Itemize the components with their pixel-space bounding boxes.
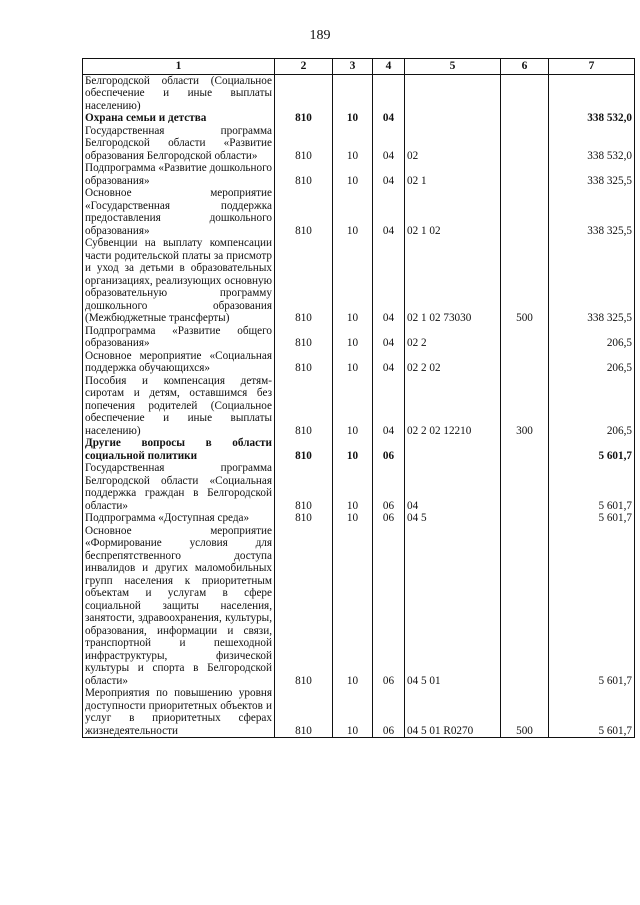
table-row [83, 187, 635, 237]
budget-table [82, 58, 635, 738]
cell-amount: 5 601,7 [549, 437, 635, 462]
cell-expense-type [501, 325, 549, 350]
cell-section: 10 [333, 525, 373, 688]
row-name: Мероприятия по повышению уровня доступности приоритетных объектов и услуг в приоритетных сферах жизнедеятельности [83, 687, 275, 738]
cell-expense-type [501, 112, 549, 125]
table-header-row [83, 59, 635, 75]
cell-section: 10 [333, 350, 373, 375]
cell-target-article: 04 5 01 [405, 525, 501, 688]
cell-amount: 338 325,5 [549, 187, 635, 237]
row-name: Подпрограмма «Развитие дошкольного образования» [83, 162, 275, 187]
cell-ministry-code: 810 [275, 125, 333, 163]
row-name: Пособия и компенсация детям-сиротам и детям, оставшимся без попечения родителей (Социальное обеспечение и иные выплаты населению) [83, 375, 275, 438]
table-row [83, 74, 635, 112]
row-name: Государственная программа Белгородской области «Социальная поддержка граждан в Белгородской области» [83, 462, 275, 512]
cell-target-article: 02 1 [405, 162, 501, 187]
cell-subsection: 04 [373, 237, 405, 325]
cell-section: 10 [333, 187, 373, 237]
cell-ministry-code: 810 [275, 462, 333, 512]
cell-subsection: 04 [373, 350, 405, 375]
cell-expense-type [501, 462, 549, 512]
cell-subsection: 06 [373, 437, 405, 462]
table-row [83, 237, 635, 325]
cell-expense-type: 500 [501, 687, 549, 738]
cell-amount: 5 601,7 [549, 462, 635, 512]
cell-amount: 206,5 [549, 350, 635, 375]
cell-section: 10 [333, 162, 373, 187]
row-name: Субвенции на выплату компенсации части родительской платы за присмотр и уход за детьми в образовательных организациях, реализующих основную образовательную программу дошкольного образования (Межбюджетные трансферты) [83, 237, 275, 325]
cell-expense-type [501, 162, 549, 187]
cell-ministry-code: 810 [275, 237, 333, 325]
cell-target-article: 02 1 02 73030 [405, 237, 501, 325]
table-row [83, 125, 635, 163]
cell-expense-type [501, 74, 549, 112]
row-name: Основное мероприятие «Социальная поддержка обучающихся» [83, 350, 275, 375]
cell-ministry-code: 810 [275, 437, 333, 462]
cell-subsection: 04 [373, 162, 405, 187]
cell-expense-type [501, 512, 549, 525]
table-row [83, 325, 635, 350]
table-row [83, 512, 635, 525]
cell-ministry-code: 810 [275, 325, 333, 350]
cell-expense-type [501, 437, 549, 462]
cell-ministry-code: 810 [275, 187, 333, 237]
cell-amount: 5 601,7 [549, 687, 635, 738]
cell-section: 10 [333, 325, 373, 350]
row-name: Подпрограмма «Развитие общего образования» [83, 325, 275, 350]
table-row [83, 525, 635, 688]
row-name: Охрана семьи и детства [83, 112, 275, 125]
cell-section [333, 74, 373, 112]
cell-section: 10 [333, 462, 373, 512]
cell-target-article: 02 2 02 [405, 350, 501, 375]
cell-amount: 206,5 [549, 325, 635, 350]
cell-ministry-code: 810 [275, 687, 333, 738]
cell-section: 10 [333, 687, 373, 738]
cell-expense-type [501, 350, 549, 375]
row-name: Государственная программа Белгородской области «Развитие образования Белгородской области» [83, 125, 275, 163]
cell-subsection [373, 74, 405, 112]
cell-amount: 338 325,5 [549, 162, 635, 187]
row-name: Основное мероприятие «Формирование условия для беспрепятственного доступа инвалидов и других маломобильных групп населения к приоритетным объектам и услугам в сфере социальной защиты населения, занятости, здравоохранения, культуры, образования, информации и связи, транспортной и пешеходной инфраструктуры, физической культуры и спорта в Белгородской области» [83, 525, 275, 688]
cell-subsection: 04 [373, 375, 405, 438]
column-header-5: 5 [405, 59, 501, 75]
cell-target-article: 04 5 [405, 512, 501, 525]
cell-subsection: 04 [373, 125, 405, 163]
column-header-2: 2 [275, 59, 333, 75]
row-name: Белгородской области (Социальное обеспечение и иные выплаты населению) [83, 74, 275, 112]
cell-target-article: 02 1 02 [405, 187, 501, 237]
cell-subsection: 06 [373, 462, 405, 512]
cell-section: 10 [333, 237, 373, 325]
cell-target-article [405, 74, 501, 112]
cell-section: 10 [333, 512, 373, 525]
cell-section: 10 [333, 437, 373, 462]
column-header-6: 6 [501, 59, 549, 75]
cell-amount: 338 532,0 [549, 125, 635, 163]
cell-amount: 5 601,7 [549, 525, 635, 688]
cell-target-article [405, 112, 501, 125]
cell-ministry-code: 810 [275, 162, 333, 187]
cell-ministry-code: 810 [275, 512, 333, 525]
cell-expense-type [501, 187, 549, 237]
cell-amount: 206,5 [549, 375, 635, 438]
cell-subsection: 04 [373, 112, 405, 125]
page-number: 189 [309, 28, 331, 43]
table-row [83, 162, 635, 187]
column-header-1: 1 [83, 59, 275, 75]
cell-expense-type: 300 [501, 375, 549, 438]
cell-amount [549, 74, 635, 112]
cell-target-article [405, 437, 501, 462]
row-name: Другие вопросы в области социальной политики [83, 437, 275, 462]
cell-target-article: 02 2 [405, 325, 501, 350]
cell-ministry-code: 810 [275, 375, 333, 438]
cell-target-article: 04 5 01 R0270 [405, 687, 501, 738]
cell-ministry-code: 810 [275, 112, 333, 125]
cell-subsection: 06 [373, 512, 405, 525]
table-row [83, 462, 635, 512]
cell-subsection: 04 [373, 325, 405, 350]
table-row [83, 350, 635, 375]
cell-target-article: 02 [405, 125, 501, 163]
cell-section: 10 [333, 375, 373, 438]
table-body [83, 74, 635, 738]
cell-amount: 5 601,7 [549, 512, 635, 525]
cell-amount: 338 325,5 [549, 237, 635, 325]
cell-subsection: 06 [373, 525, 405, 688]
cell-ministry-code [275, 74, 333, 112]
cell-expense-type: 500 [501, 237, 549, 325]
cell-amount: 338 532,0 [549, 112, 635, 125]
cell-subsection: 04 [373, 187, 405, 237]
column-header-3: 3 [333, 59, 373, 75]
table-row [83, 112, 635, 125]
row-name: Основное мероприятие «Государственная поддержка предоставления дошкольного образования» [83, 187, 275, 237]
cell-expense-type [501, 525, 549, 688]
cell-subsection: 06 [373, 687, 405, 738]
table-row [83, 687, 635, 738]
cell-section: 10 [333, 125, 373, 163]
row-name: Подпрограмма «Доступная среда» [83, 512, 275, 525]
cell-target-article: 02 2 02 12210 [405, 375, 501, 438]
table-row [83, 375, 635, 438]
column-header-4: 4 [373, 59, 405, 75]
table-row [83, 437, 635, 462]
cell-ministry-code: 810 [275, 350, 333, 375]
cell-ministry-code: 810 [275, 525, 333, 688]
cell-target-article: 04 [405, 462, 501, 512]
column-header-7: 7 [549, 59, 635, 75]
cell-expense-type [501, 125, 549, 163]
cell-section: 10 [333, 112, 373, 125]
